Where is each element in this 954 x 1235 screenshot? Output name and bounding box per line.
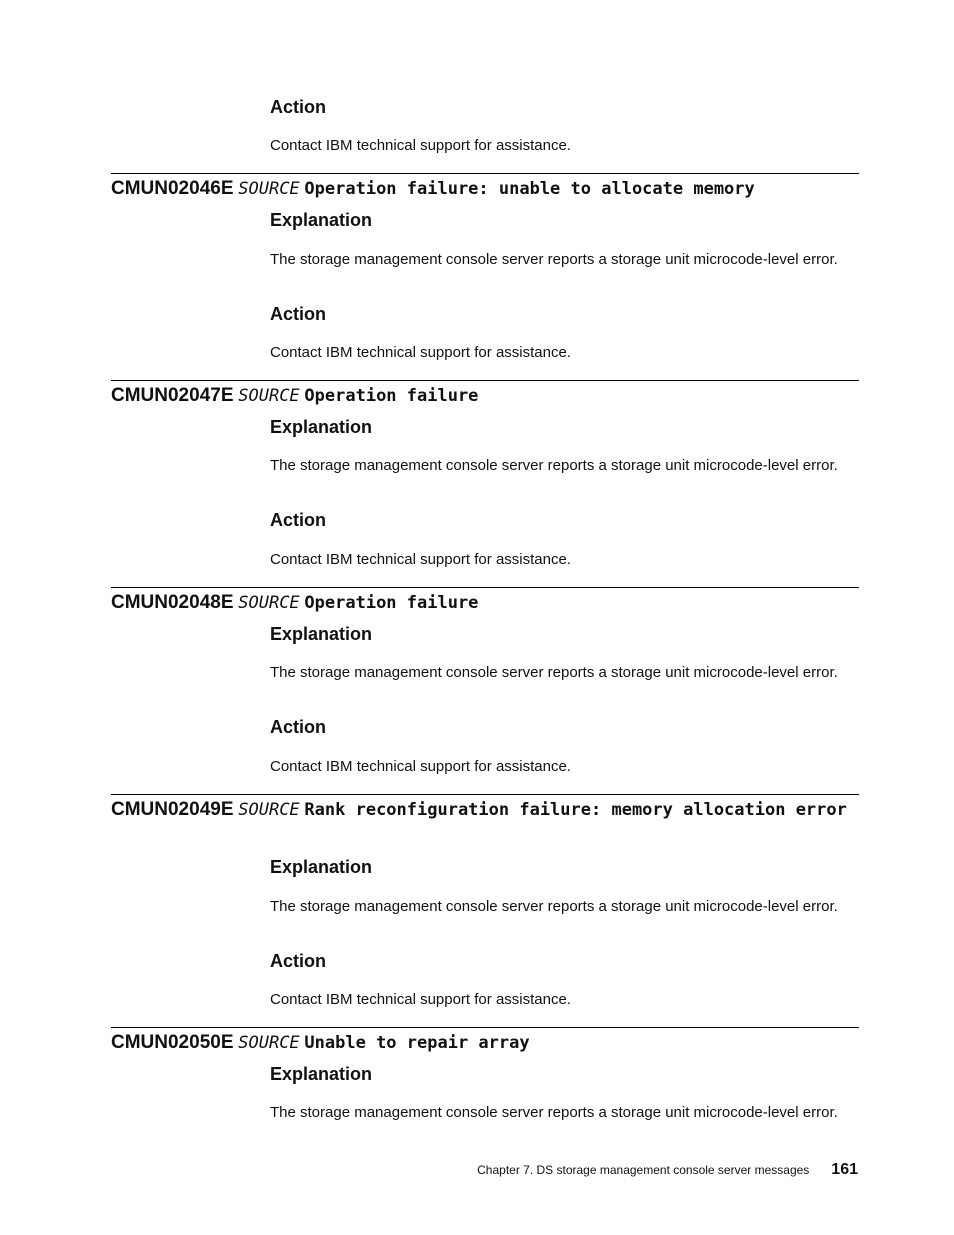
message-id: CMUN02049E — [111, 799, 234, 820]
message-source: SOURCE — [238, 179, 300, 199]
explanation-heading: Explanation — [270, 1064, 373, 1084]
action-heading: Action — [270, 304, 326, 324]
explanation-text: The storage management console server reports a storage unit microcode-level error. — [270, 251, 838, 268]
explanation-heading: Explanation — [270, 857, 373, 877]
action-text: Contact IBM technical support for assistance. — [270, 758, 571, 775]
explanation-text: The storage management console server reports a storage unit microcode-level error. — [270, 1104, 838, 1121]
message-title: Operation failure — [304, 386, 479, 406]
explanation-text: The storage management console server reports a storage unit microcode-level error. — [270, 457, 838, 474]
explanation-text: The storage management console server reports a storage unit microcode-level error. — [270, 664, 838, 681]
footer-chapter: Chapter 7. DS storage management console server messages — [477, 1163, 810, 1177]
message-title: Rank reconfiguration failure: memory allocation error — [304, 800, 847, 820]
page-number: 161 — [831, 1161, 858, 1178]
explanation-heading: Explanation — [270, 210, 373, 230]
action-text: Contact IBM technical support for assistance. — [270, 551, 571, 568]
explanation-heading: Explanation — [270, 624, 373, 644]
explanation-heading: Explanation — [270, 417, 373, 437]
section-divider — [111, 794, 859, 795]
message-source: SOURCE — [238, 800, 300, 820]
section-divider — [111, 173, 859, 174]
message-id: CMUN02048E — [111, 592, 234, 613]
page-footer — [477, 1161, 858, 1179]
action-heading: Action — [270, 717, 326, 737]
message-source: SOURCE — [238, 386, 300, 406]
action-heading: Action — [270, 951, 326, 971]
message-heading — [111, 176, 859, 202]
message-source: SOURCE — [238, 1033, 300, 1053]
explanation-text: The storage management console server reports a storage unit microcode-level error. — [270, 898, 838, 915]
action-heading: Action — [270, 510, 326, 530]
message-title: Operation failure — [304, 593, 479, 613]
message-title: Unable to repair array — [304, 1033, 530, 1053]
section-divider — [111, 1027, 859, 1028]
message-id: CMUN02050E — [111, 1032, 234, 1053]
action-heading: Action — [270, 97, 326, 117]
message-heading — [111, 383, 859, 409]
message-heading — [111, 1030, 859, 1056]
action-text: Contact IBM technical support for assistance. — [270, 991, 571, 1008]
message-id: CMUN02046E — [111, 178, 234, 199]
action-text: Contact IBM technical support for assistance. — [270, 344, 571, 361]
message-heading — [111, 797, 859, 823]
section-divider — [111, 587, 859, 588]
message-source: SOURCE — [238, 593, 300, 613]
section-divider — [111, 380, 859, 381]
message-title: Operation failure: unable to allocate memory — [304, 179, 755, 199]
message-id: CMUN02047E — [111, 385, 234, 406]
message-heading — [111, 590, 859, 616]
action-text: Contact IBM technical support for assistance. — [270, 137, 571, 154]
